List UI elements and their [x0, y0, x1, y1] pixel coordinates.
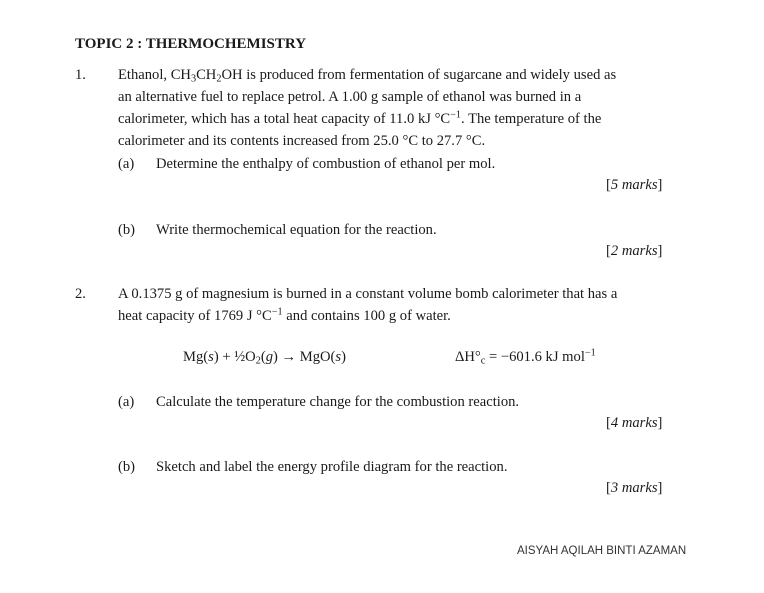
q1a-text: Determine the enthalpy of combustion of ethanol per mol.	[156, 156, 496, 172]
q1b-text: Write thermochemical equation for the reaction.	[156, 222, 437, 238]
q1-line4: calorimeter and its contents increased from 25.0 °C to 27.7 °C.	[118, 133, 486, 149]
author-name: AISYAH AQILAH BINTI AZAMAN	[517, 545, 687, 557]
reaction-equation: $Mg(s) + \frac{1}{2}O_2(g) \to MgO(s)$	[183, 349, 346, 367]
q2a-marks: [4 marks]	[606, 415, 663, 431]
q1a-marks: [5 marks]	[606, 177, 663, 193]
q1a-label: (a)	[118, 156, 135, 172]
q2b-label: (b)	[118, 459, 136, 475]
q2a-text: Calculate the temperature change for the combustion reaction.	[156, 394, 520, 410]
q1-line3: calorimeter, which has a total heat capacity of 11.0 kJ $^\circ C^{-1}$. The temperature of the	[118, 109, 602, 127]
q2a-label: (a)	[118, 394, 135, 410]
topic-title: TOPIC 2 : THERMOCHEMISTRY	[75, 36, 307, 52]
q2b-text: Sketch and label the energy profile diagram for the reaction.	[156, 459, 508, 475]
q1b-label: (b)	[118, 222, 136, 238]
q2b-marks: [3 marks]	[606, 480, 663, 496]
q1b-marks: [2 marks]	[606, 243, 663, 259]
q2-number: 2.	[75, 286, 86, 302]
q1-line2: an alternative fuel to replace petrol. A 1.00 g sample of ethanol was burned in a	[118, 89, 582, 105]
q1-line1: Ethanol, $CH_3CH_2OH$ is produced from fermentation of sugarcane and widely used as	[118, 67, 617, 85]
q2-line2: heat capacity of 1769 J $^\circ C^{-1}$ and contains 100 g of water.	[118, 306, 451, 324]
enthalpy-value: $\Delta H^\circ_c = -601.6$ kJ mol$^{-1}$	[455, 347, 596, 367]
q2-line1: A 0.1375 g of magnesium is burned in a constant volume bomb calorimeter that has a	[118, 286, 618, 302]
q1-number: 1.	[75, 67, 86, 83]
